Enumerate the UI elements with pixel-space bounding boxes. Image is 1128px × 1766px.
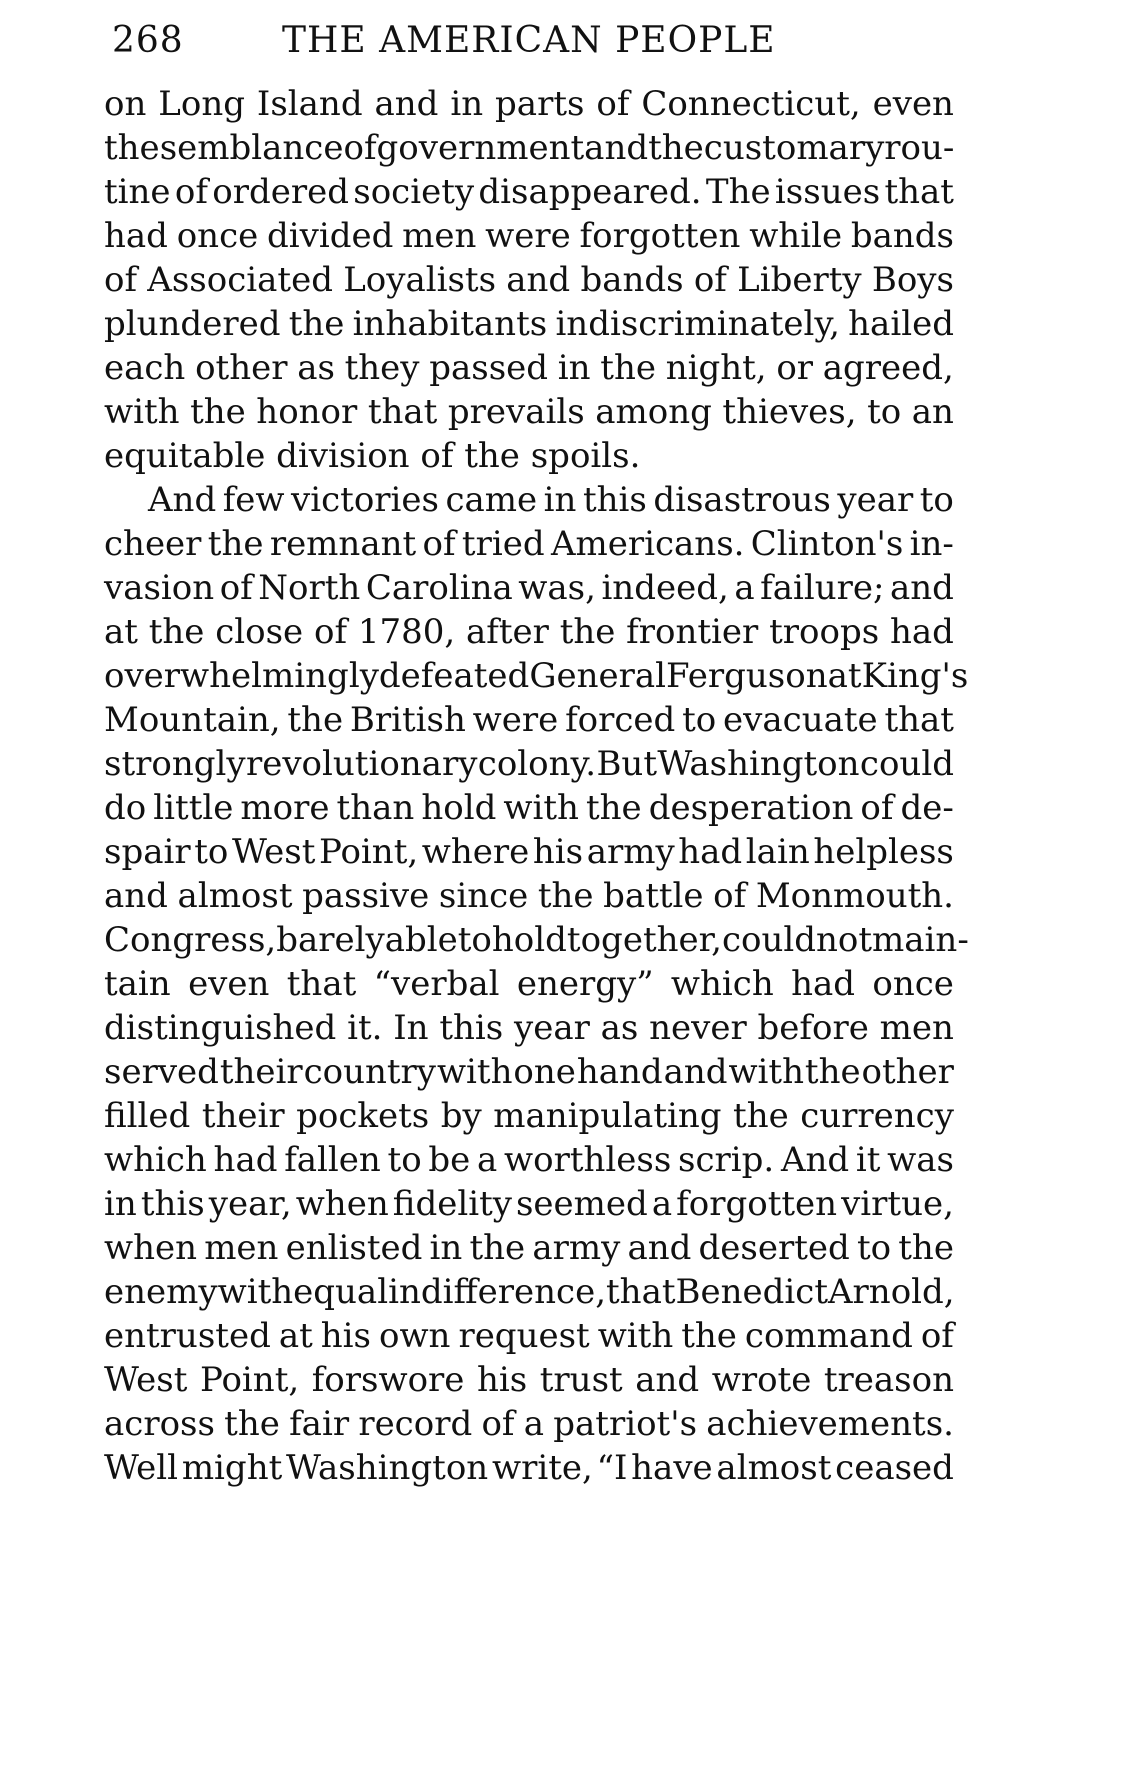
word: and — [889, 568, 954, 608]
word: “verbal — [373, 964, 500, 1004]
text-line — [104, 126, 954, 170]
word: of — [174, 172, 208, 212]
word: in- — [909, 524, 954, 564]
word: the — [104, 128, 160, 168]
word: pockets — [296, 1096, 430, 1136]
word: trust — [539, 1360, 623, 1400]
word: parts — [495, 84, 585, 124]
word: when — [104, 1228, 198, 1268]
word: tried — [461, 524, 545, 564]
word: hailed — [848, 304, 954, 344]
word: the — [224, 1404, 280, 1444]
word: with — [217, 1272, 294, 1312]
word: the — [898, 1228, 954, 1268]
word: in — [104, 1184, 137, 1224]
text-line — [104, 522, 954, 566]
word: of — [313, 612, 348, 652]
word: were — [485, 216, 571, 256]
word: of — [343, 128, 377, 168]
word: across — [104, 1404, 215, 1444]
word: the — [585, 788, 642, 828]
word: where — [421, 832, 530, 872]
word: that — [884, 172, 954, 212]
word: in — [450, 84, 484, 124]
word: ordered — [212, 172, 349, 212]
word: even — [872, 84, 954, 124]
word: write, — [491, 1448, 593, 1488]
word: frontier — [626, 612, 759, 652]
word: with — [104, 392, 180, 432]
word: In — [393, 1008, 429, 1048]
word: Benedict — [675, 1272, 828, 1312]
word: and — [584, 128, 649, 168]
word: of — [219, 568, 253, 608]
word: semblance — [159, 128, 344, 168]
text-line — [104, 874, 954, 918]
text-line — [104, 1446, 954, 1490]
word: of — [481, 1404, 515, 1444]
text-line — [104, 1050, 954, 1094]
word: could — [721, 920, 817, 960]
word: passive — [302, 876, 430, 916]
word: other — [195, 348, 288, 388]
word: that — [884, 700, 954, 740]
word: Americans. — [550, 524, 745, 564]
word: once — [176, 216, 259, 256]
word: deserted — [698, 1228, 850, 1268]
word: indiscriminately, — [555, 304, 840, 344]
word: hold — [491, 920, 567, 960]
word: the — [681, 1316, 737, 1356]
word: were — [472, 700, 559, 740]
word: Liberty — [737, 260, 862, 300]
word: and — [635, 1360, 700, 1400]
word: the — [207, 524, 264, 564]
word: filled — [104, 1096, 191, 1136]
word: Congress, — [104, 920, 277, 960]
text-line — [104, 1402, 954, 1446]
word: energy” — [516, 964, 654, 1004]
word: manipulating — [493, 1096, 722, 1136]
word: country — [303, 1052, 437, 1092]
word: as — [600, 1008, 639, 1048]
word: customary — [703, 128, 885, 168]
word: helpless — [813, 832, 954, 872]
page-number: 268 — [112, 20, 184, 61]
word: the — [559, 612, 616, 652]
word: bands — [850, 216, 954, 256]
word: Arnold, — [827, 1272, 955, 1312]
word: inhabitants — [352, 304, 548, 344]
word: Point, — [318, 832, 419, 872]
word: record — [358, 1404, 473, 1444]
word: the — [148, 612, 205, 652]
word: and — [104, 876, 168, 916]
word: rou- — [884, 128, 955, 168]
word: the — [469, 1228, 526, 1268]
word: when — [295, 1184, 389, 1224]
word: at — [827, 656, 862, 696]
word: it — [855, 1140, 881, 1180]
word: which — [670, 964, 774, 1004]
word: Boys — [871, 260, 954, 300]
word: passed — [429, 348, 549, 388]
word: had — [213, 1140, 278, 1180]
word: barely — [276, 920, 385, 960]
word: and — [627, 1228, 692, 1268]
text-line — [104, 830, 954, 874]
word: came — [445, 480, 538, 520]
word: men — [402, 216, 477, 256]
body-text — [104, 82, 969, 1490]
word: West — [104, 1360, 188, 1400]
word: vasion — [104, 568, 215, 608]
word: their — [201, 1096, 285, 1136]
text-line — [104, 786, 954, 830]
page-header — [112, 16, 952, 68]
word: had — [791, 964, 856, 1004]
word: indifference, — [388, 1272, 607, 1312]
word: of — [920, 1316, 954, 1356]
word: wrote — [711, 1360, 812, 1400]
word: distinguished — [104, 1008, 337, 1048]
word: command — [744, 1316, 913, 1356]
text-line — [104, 654, 969, 698]
word: one — [513, 1052, 576, 1092]
text-line — [104, 346, 954, 390]
word: troops — [769, 612, 880, 652]
word: forswore — [311, 1360, 465, 1400]
word: with — [728, 1052, 804, 1092]
word: this — [140, 1184, 205, 1224]
word: as — [297, 348, 335, 388]
word: bands — [580, 260, 684, 300]
word: before — [757, 1008, 869, 1048]
word: with — [503, 788, 579, 828]
word: achievements. — [706, 1404, 954, 1444]
text-line — [104, 1314, 954, 1358]
word: at — [104, 612, 138, 652]
word: worthless — [504, 1140, 672, 1180]
word: or — [776, 348, 814, 388]
word: tine — [104, 172, 171, 212]
word: and — [506, 260, 571, 300]
word: agreed, — [822, 348, 954, 388]
word: night, — [665, 348, 767, 388]
word: General — [529, 656, 667, 696]
word: with — [436, 1052, 513, 1092]
word: the — [733, 1096, 789, 1136]
word: the — [600, 348, 656, 388]
text-line — [104, 742, 954, 786]
word: never — [649, 1008, 747, 1048]
word: year — [514, 1008, 590, 1048]
text-line — [104, 918, 969, 962]
word: might — [181, 1448, 283, 1488]
word: to — [194, 832, 229, 872]
word: few — [222, 480, 285, 520]
text-line — [104, 214, 954, 258]
word: army — [586, 832, 675, 872]
word: strongly — [104, 744, 246, 784]
word: the — [287, 700, 344, 740]
word: issues — [774, 172, 881, 212]
word: even — [188, 964, 270, 1004]
word: main- — [872, 920, 969, 960]
text-line — [104, 698, 954, 742]
word: that — [286, 964, 357, 1004]
word: forgotten — [579, 216, 741, 256]
text-line — [104, 962, 954, 1006]
word: and — [374, 84, 439, 124]
word: a — [651, 1184, 673, 1224]
word: that — [367, 392, 438, 432]
word: to — [919, 480, 954, 520]
word: since — [438, 876, 529, 916]
word: disastrous — [653, 480, 831, 520]
word: own — [378, 1316, 451, 1356]
word: overwhelmingly — [104, 656, 379, 696]
word: together, — [566, 920, 722, 960]
word: hold — [421, 788, 497, 828]
text-line — [104, 1358, 954, 1402]
word: patriot's — [553, 1404, 698, 1444]
word: the — [648, 128, 704, 168]
word: honor — [256, 392, 358, 432]
word: society — [353, 172, 475, 212]
word: while — [749, 216, 843, 256]
word: Associated — [147, 260, 333, 300]
text-line — [104, 610, 954, 654]
word: colony. — [477, 744, 597, 784]
word: of — [104, 260, 138, 300]
word: victories — [291, 480, 439, 520]
word: disappeared. — [478, 172, 702, 212]
word: to — [682, 700, 717, 740]
word: scrip. — [678, 1140, 775, 1180]
word: be — [428, 1140, 471, 1180]
word: to — [457, 920, 492, 960]
word: fallen — [284, 1140, 381, 1180]
word: The — [705, 172, 771, 212]
word: army — [532, 1228, 621, 1268]
word: little — [153, 788, 234, 828]
word: government — [376, 128, 585, 168]
word: his — [476, 1360, 528, 1400]
word: de- — [900, 788, 954, 828]
word: Carolina — [365, 568, 513, 608]
word: was — [887, 1140, 954, 1180]
word: West — [231, 832, 316, 872]
text-line — [104, 1094, 954, 1138]
text-line — [104, 566, 954, 610]
word: enlisted — [285, 1228, 423, 1268]
word: fidelity — [392, 1184, 512, 1224]
text-line — [104, 1138, 954, 1182]
word: failure; — [760, 568, 885, 608]
word: thieves, — [722, 392, 857, 432]
word: forgotten — [676, 1184, 838, 1224]
word: do — [104, 788, 147, 828]
text-line — [104, 1006, 954, 1050]
text-line — [104, 1182, 954, 1226]
word: that — [606, 1272, 676, 1312]
word: indeed, — [601, 568, 729, 608]
word: almost — [177, 876, 293, 916]
word: tain — [104, 964, 171, 1004]
word: close — [215, 612, 304, 652]
word: in — [429, 1228, 463, 1268]
word: Washington — [286, 1448, 489, 1488]
running-head: THE AMERICAN PEOPLE — [282, 20, 776, 61]
word: And — [780, 1140, 850, 1180]
word: his — [320, 1316, 371, 1356]
word: of — [713, 876, 747, 916]
word: the — [190, 392, 246, 432]
word: the — [804, 1052, 861, 1092]
word: by — [440, 1096, 482, 1136]
word: divided — [267, 216, 394, 256]
word: other — [861, 1052, 954, 1092]
text-line — [104, 302, 954, 346]
word: treason — [823, 1360, 954, 1400]
text-line — [104, 390, 954, 434]
word: it. — [347, 1008, 383, 1048]
word: And — [148, 480, 217, 520]
word: Monmouth. — [755, 876, 954, 916]
word: “I — [596, 1448, 628, 1488]
word: year — [837, 480, 914, 520]
word: seemed — [515, 1184, 648, 1224]
word: of — [693, 260, 727, 300]
word: fair — [289, 1404, 350, 1444]
word: cheer — [104, 524, 202, 564]
word: Long — [158, 84, 245, 124]
word: lain — [745, 832, 810, 872]
word: Connecticut, — [641, 84, 861, 124]
word: the — [288, 304, 345, 344]
text-line: equitable division of the spoils. — [104, 436, 641, 476]
word: their — [219, 1052, 303, 1092]
word: King's — [861, 656, 969, 696]
word: each — [104, 348, 186, 388]
word: not — [816, 920, 873, 960]
word: to — [387, 1140, 422, 1180]
word: and — [663, 1052, 728, 1092]
word: hand — [576, 1052, 663, 1092]
word: plundered — [104, 304, 281, 344]
text-line — [104, 82, 954, 126]
word: his — [532, 832, 584, 872]
word: of — [422, 524, 456, 564]
word: among — [595, 392, 712, 432]
word: have — [631, 1448, 713, 1488]
word: Loyalists — [343, 260, 497, 300]
word: of — [860, 788, 894, 828]
word: Mountain, — [104, 700, 281, 740]
word: was, — [518, 568, 596, 608]
word: in — [557, 348, 591, 388]
word: defeated — [378, 656, 530, 696]
word: after — [465, 612, 549, 652]
word: a — [477, 1140, 498, 1180]
word: virtue, — [841, 1184, 954, 1224]
word: Clinton's — [750, 524, 904, 564]
word: an — [911, 392, 954, 432]
word: request — [458, 1316, 590, 1356]
text-line — [104, 258, 954, 302]
text-line — [104, 1226, 954, 1270]
word: desperation — [648, 788, 854, 828]
word: currency — [800, 1096, 954, 1136]
word: prevails — [447, 392, 585, 432]
word: this — [439, 1008, 504, 1048]
word: revolutionary — [245, 744, 478, 784]
word: equal — [293, 1272, 389, 1312]
word: Washington — [657, 744, 860, 784]
word: men — [204, 1228, 279, 1268]
word: evacuate — [723, 700, 878, 740]
word: Island — [256, 84, 363, 124]
word: entrusted — [104, 1316, 271, 1356]
word: able — [384, 920, 458, 960]
word: they — [344, 348, 420, 388]
word: once — [872, 964, 954, 1004]
word: Well — [104, 1448, 179, 1488]
word: to — [867, 392, 902, 432]
word: spair — [104, 832, 191, 872]
word: battle — [603, 876, 704, 916]
word: in — [543, 480, 577, 520]
word: to — [856, 1228, 892, 1268]
word: forced — [565, 700, 676, 740]
word: had — [889, 612, 954, 652]
word: of — [596, 84, 630, 124]
text-line — [104, 170, 954, 214]
word: a — [734, 568, 755, 608]
word: had — [678, 832, 743, 872]
text-line — [104, 1270, 954, 1314]
word: men — [879, 1008, 954, 1048]
word: almost — [716, 1448, 832, 1488]
word: year, — [208, 1184, 292, 1224]
word: this — [582, 480, 647, 520]
word: British — [349, 700, 466, 740]
word: than — [336, 788, 415, 828]
word: North — [258, 568, 361, 608]
word: the — [537, 876, 594, 916]
word: Point, — [199, 1360, 300, 1400]
word: a — [523, 1404, 545, 1444]
word: ceased — [835, 1448, 954, 1488]
word: Ferguson — [666, 656, 828, 696]
word: on — [104, 84, 147, 124]
word: at — [278, 1316, 313, 1356]
word: served — [104, 1052, 219, 1092]
word: enemy — [104, 1272, 218, 1312]
word: with — [597, 1316, 674, 1356]
word: had — [104, 216, 168, 256]
word: more — [240, 788, 330, 828]
text-line — [104, 478, 954, 522]
word: remnant — [269, 524, 417, 564]
word: 1780, — [357, 612, 456, 652]
word: which — [104, 1140, 207, 1180]
word: could — [859, 744, 954, 784]
word: But — [596, 744, 657, 784]
